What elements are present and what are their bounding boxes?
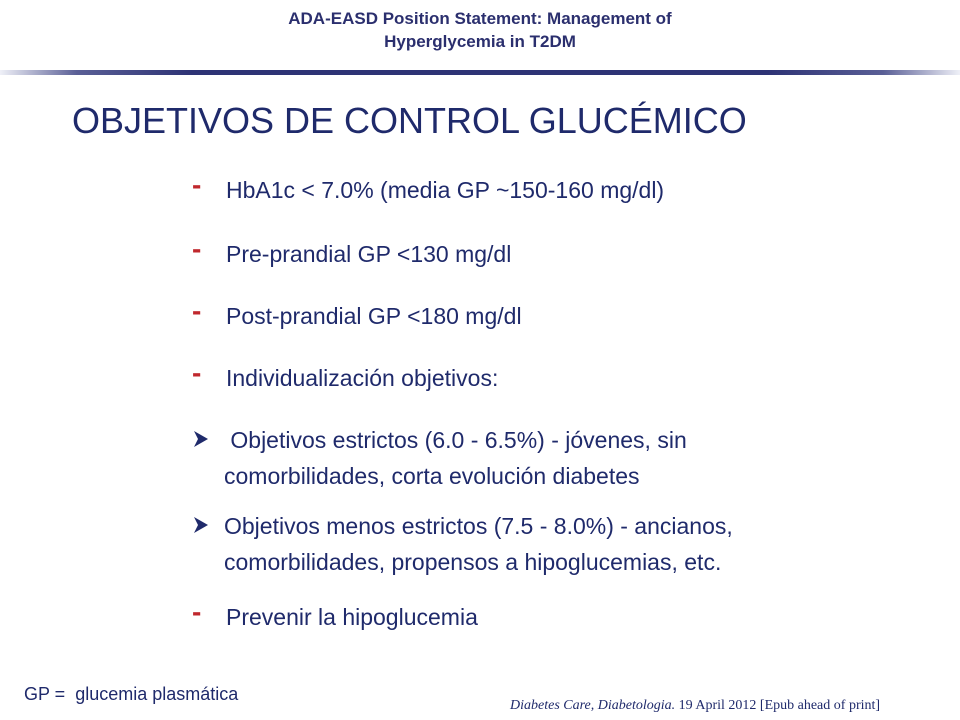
- sub-bullet-text: [224, 508, 924, 580]
- bullet-text: Pre-prandial GP <130 mg/dl: [226, 241, 512, 267]
- arrow-bullet-icon: [192, 430, 210, 448]
- slide-header: [0, 0, 960, 53]
- slide-title: OBJETIVOS DE CONTROL GLUCÉMICO: [72, 100, 747, 141]
- header-line-2: Hyperglycemia in T2DM: [384, 32, 576, 51]
- bullet-text: Prevenir la hipoglucemia: [226, 604, 478, 630]
- dash-bullet-icon: -: [192, 596, 202, 627]
- citation-journals: Diabetes Care, Diabetologia.: [510, 698, 676, 713]
- header-line-1: ADA-EASD Position Statement: Management of: [288, 9, 672, 28]
- sub-bullet-text: [224, 422, 924, 494]
- gp-footnote: GP = glucemia plasmática: [24, 684, 239, 704]
- bullet-text: Individualización objetivos:: [226, 365, 499, 391]
- dash-bullet-icon: -: [192, 295, 202, 326]
- arrow-bullet-icon: [192, 516, 210, 534]
- sub-bullet-line: Objetivos estrictos (6.0 - 6.5%) - jóvenes, sin: [224, 427, 687, 453]
- dash-bullet-icon: -: [192, 357, 202, 388]
- sub-bullet-line: comorbilidades, corta evolución diabetes: [224, 463, 640, 489]
- citation: [510, 698, 880, 714]
- sub-bullet-line: comorbilidades, propensos a hipoglucemias, etc.: [224, 549, 722, 575]
- citation-date: 19 April 2012 [Epub ahead of print]: [675, 698, 881, 713]
- dash-bullet-icon: -: [192, 233, 202, 264]
- dash-bullet-icon: -: [192, 169, 202, 200]
- bullet-text: Post-prandial GP <180 mg/dl: [226, 303, 522, 329]
- bullet-text: HbA1c < 7.0% (media GP ~150-160 mg/dl): [226, 177, 665, 203]
- sub-bullet-line: Objetivos menos estrictos (7.5 - 8.0%) - ancianos,: [224, 513, 733, 539]
- header-divider: [0, 70, 960, 75]
